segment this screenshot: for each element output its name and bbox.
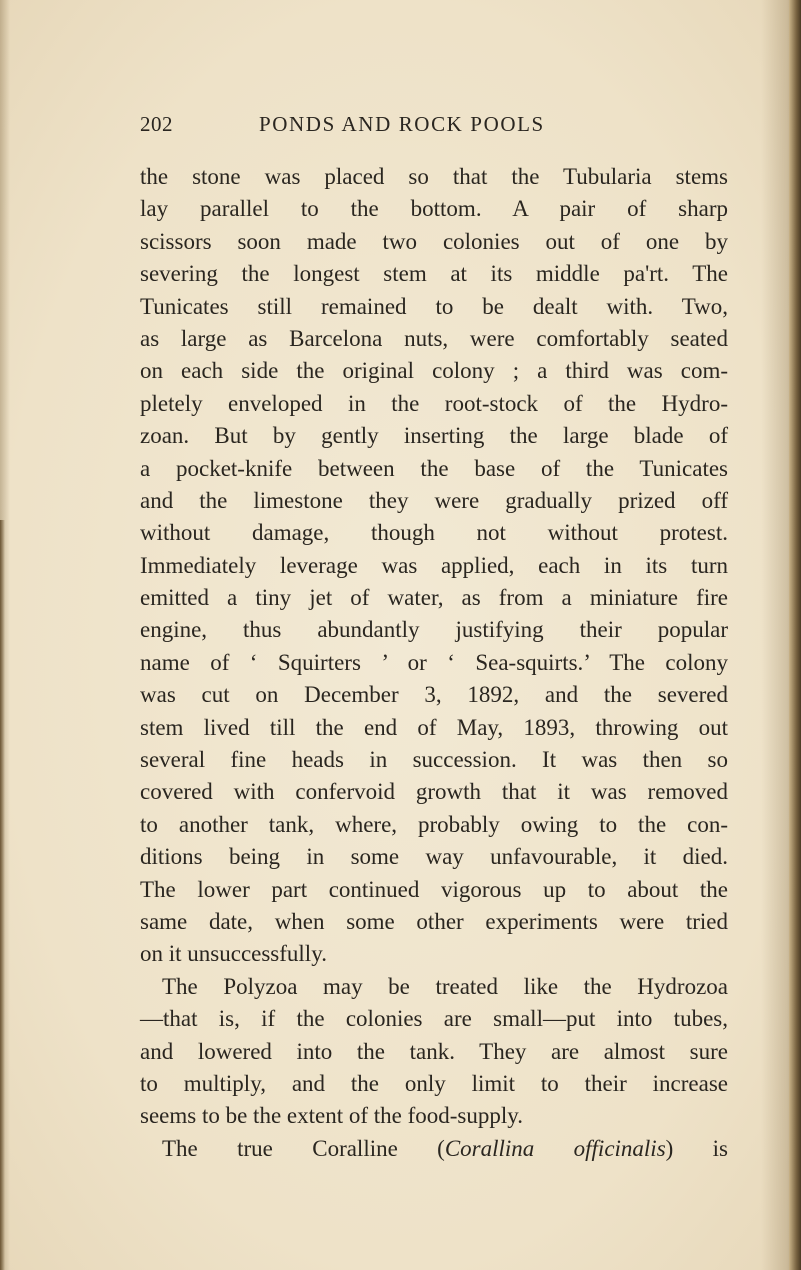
text-line: and lowered into the tank. They are almost sure — [140, 1038, 728, 1064]
paragraph-start-line — [140, 1133, 728, 1165]
species-name-italic: Corallina officinalis — [444, 1135, 666, 1161]
text-line: name of ‘ Squirters ’ or ‘ Sea-squirts.’ The colony — [140, 649, 728, 675]
text-line: was cut on December 3, 1892, and the severed — [140, 682, 728, 708]
text-line: stem lived till the end of May, 1893, throwing out — [140, 714, 728, 740]
text-line: to multiply, and the only limit to their increase — [140, 1070, 728, 1096]
text-line: emitted a tiny jet of water, as from a miniature fire — [140, 585, 728, 611]
text-line: scissors soon made two colonies out of one by — [140, 228, 728, 254]
page-number: 202 — [140, 112, 173, 136]
page-edge-shadow — [0, 520, 5, 1270]
text-line: same date, when some other experiments were tried — [140, 908, 728, 934]
text-line: ditions being in some way unfavourable, it died. — [140, 844, 728, 870]
page-gutter-shadow — [789, 0, 801, 1270]
line-text-after: ) is — [665, 1135, 729, 1161]
text-line: to another tank, where, probably owing to the con- — [140, 811, 728, 837]
text-line: pletely enveloped in the root-stock of the Hydro- — [140, 390, 728, 416]
text-line: the stone was placed so that the Tubularia stems — [140, 164, 728, 189]
text-line: a pocket-knife between the base of the Tunicates — [140, 455, 728, 481]
text-line: Immediately leverage was applied, each in its turn — [140, 552, 728, 578]
paragraph-end-line: seems to be the extent of the food-supply. — [140, 1103, 524, 1129]
text-line: covered with confervoid growth that it was removed — [140, 779, 728, 805]
running-title: PONDS AND ROCK POOLS — [259, 112, 545, 136]
running-head — [140, 112, 720, 142]
line-text-before: The true Coralline ( — [162, 1135, 445, 1161]
text-line: zoan. But by gently inserting the large blade of — [140, 423, 728, 449]
text-line: without damage, though not without protest. — [140, 520, 728, 546]
text-line: severing the longest stem at its middle pa'rt. The — [140, 261, 728, 287]
body-text — [140, 161, 728, 1165]
text-line: Tunicates still remained to be dealt with. Two, — [140, 293, 728, 319]
text-line: —that is, if the colonies are small—put into tubes, — [140, 1006, 728, 1032]
text-line: The lower part continued vigorous up to about the — [140, 876, 728, 902]
paragraph-start-line: The Polyzoa may be treated like the Hydrozoa — [162, 973, 728, 999]
paragraph-end-line: on it unsuccessfully. — [140, 941, 327, 967]
text-line: and the limestone they were gradually prized off — [140, 487, 728, 513]
text-line: several fine heads in succession. It was then so — [140, 747, 728, 773]
text-line: engine, thus abundantly justifying their popular — [140, 617, 728, 643]
text-line: as large as Barcelona nuts, were comfortably seated — [140, 325, 728, 351]
text-line: lay parallel to the bottom. A pair of sharp — [140, 196, 728, 222]
text-line: on each side the original colony ; a third was com- — [140, 358, 728, 384]
